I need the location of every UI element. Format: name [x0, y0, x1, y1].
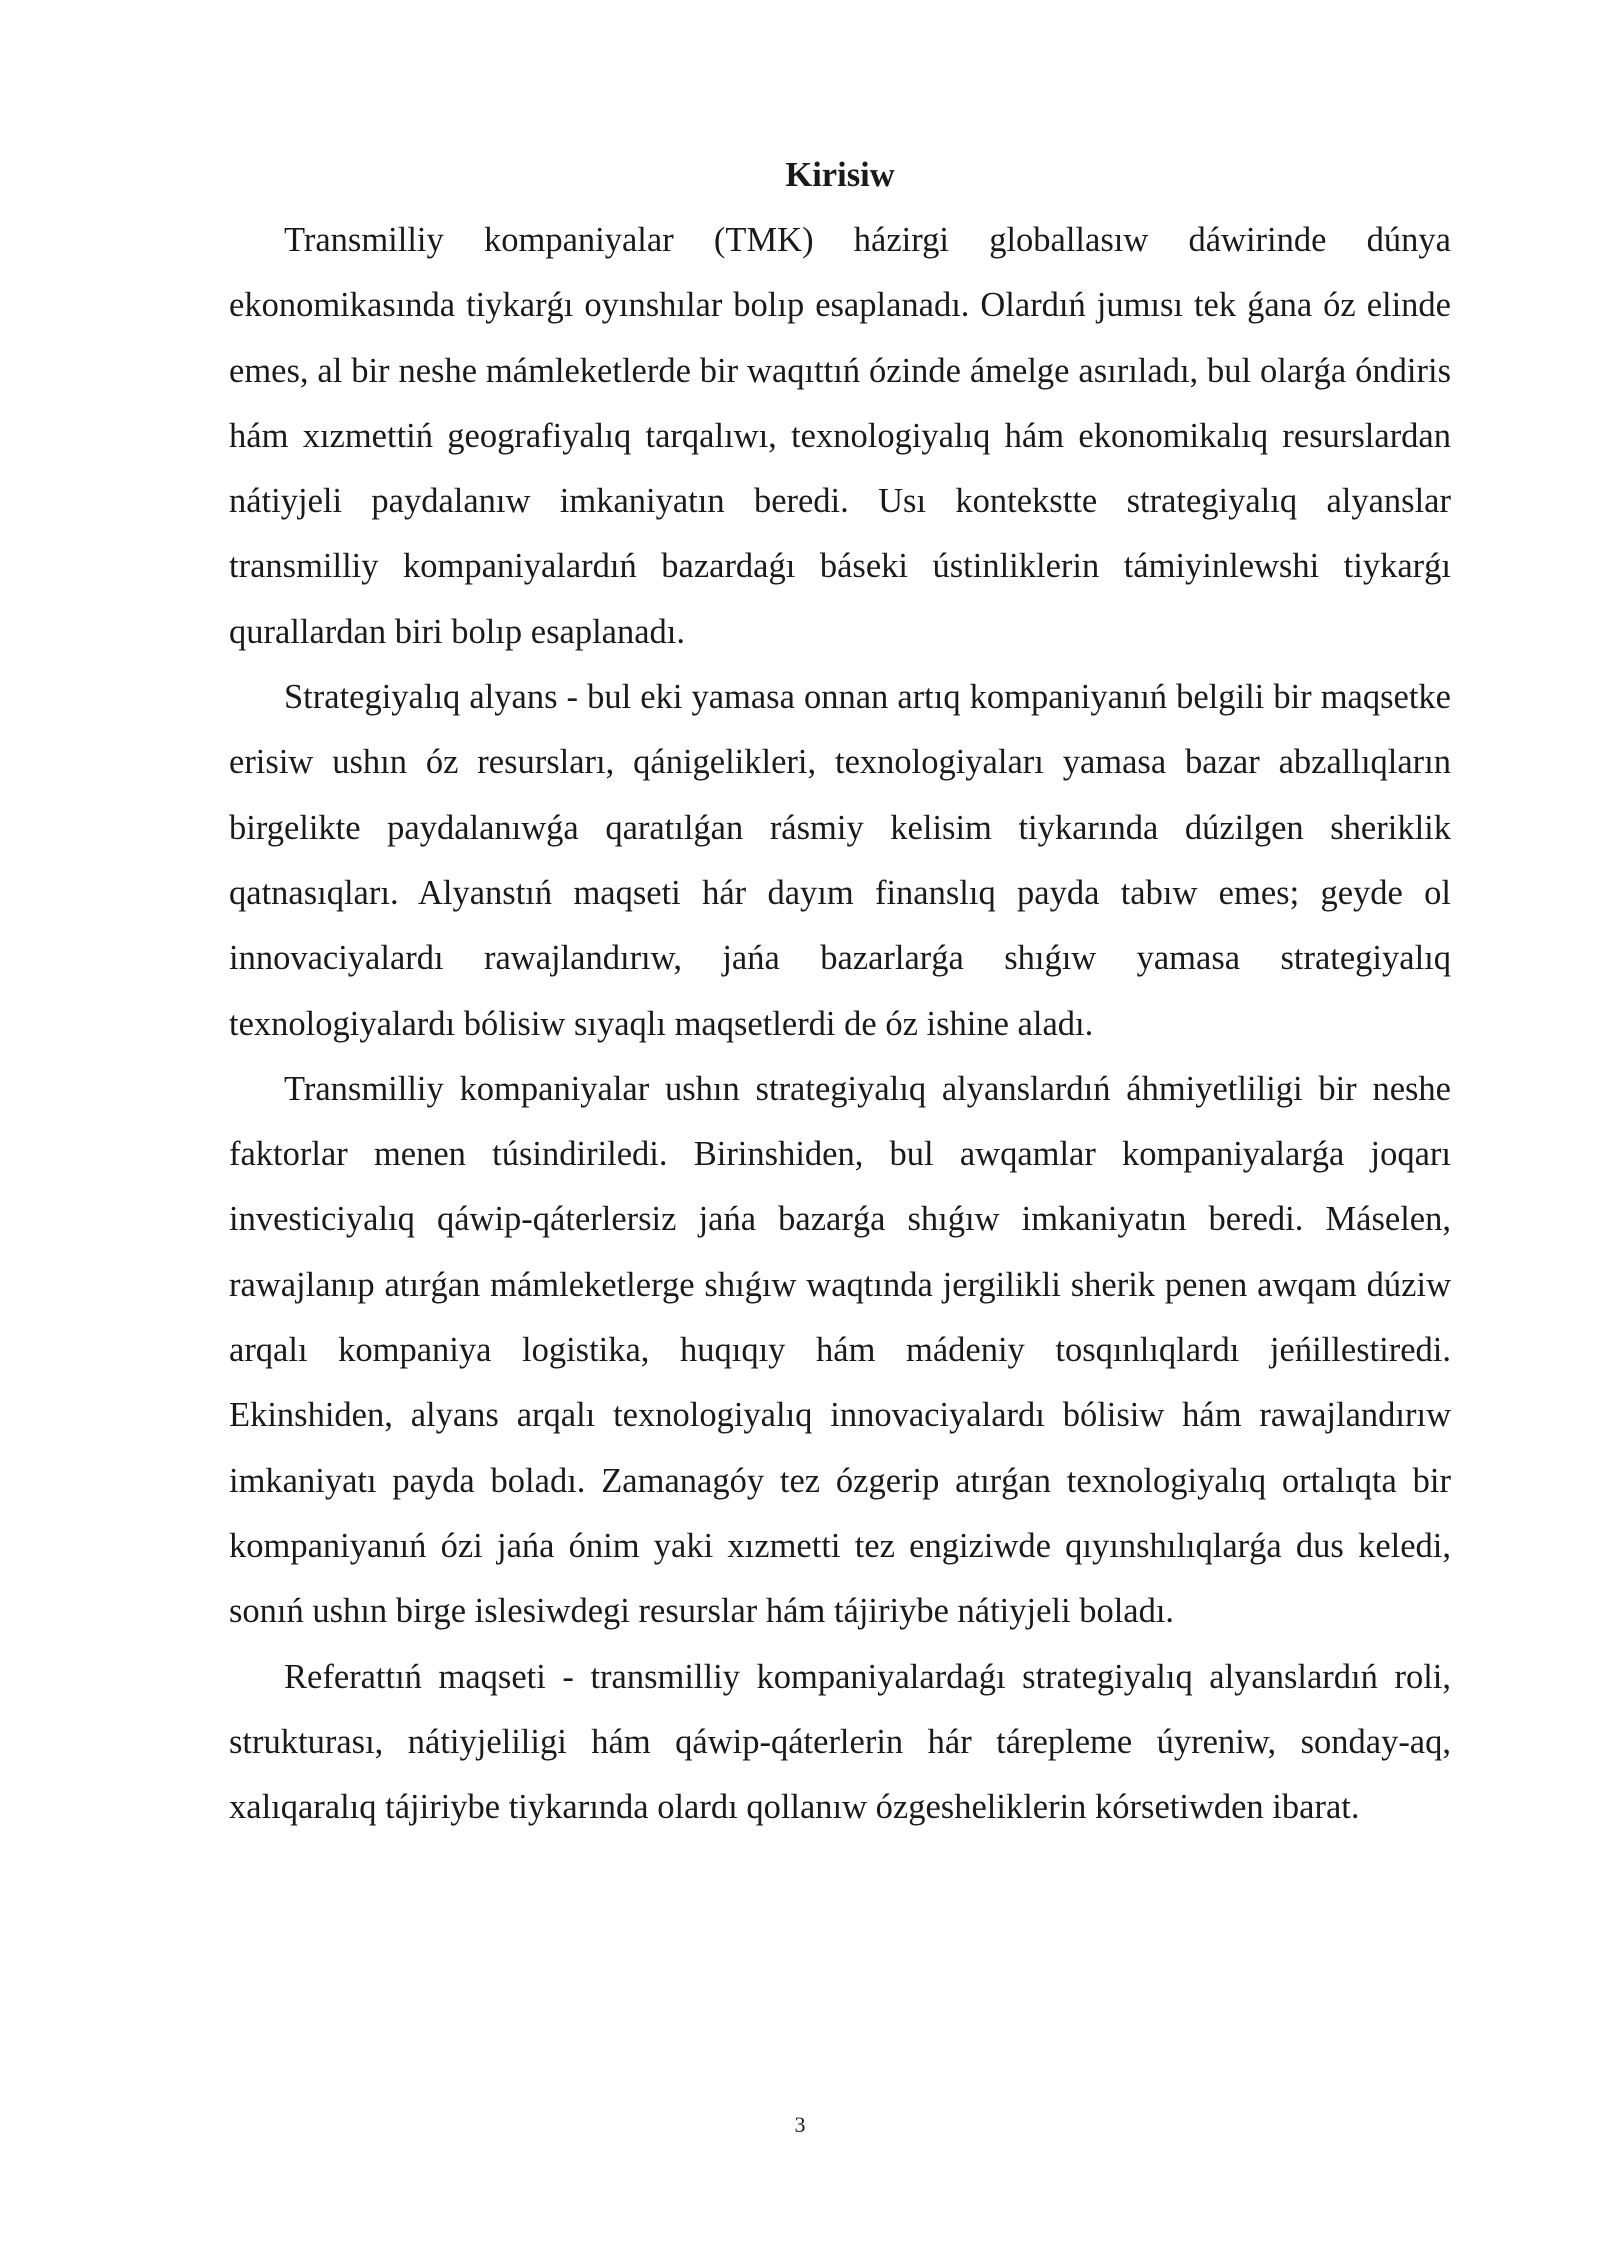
page-number: 3: [794, 2112, 806, 2137]
section-title: Kirisiw: [785, 156, 895, 194]
paragraph-1: Transmilliy kompaniyalar (TMK) házirgi globallasıw dáwirinde dúnya ekonomikasında tiykarǵı oyınshılar bolıp esaplanadı. Olardıń jumısı tek ǵana óz elinde emes, al bir neshe mámleketlerde bir waqıttıń ózinde ámelge asırıladı, bul olarǵa óndiris hám xızmettiń geografiyalıq tarqalıwı, texnologiyalıq hám ekonomikalıq resurslardan nátiyjeli paydalanıw imkaniyatın beredi. Usı kontekstte strategiyalıq alyanslar transmilliy kompaniyalardıń bazardaǵı báseki ústinliklerin támiyinlewshi tiykarǵı qurallardan biri bolıp esaplanadı.: [229, 221, 1451, 651]
paragraph-3: Transmilliy kompaniyalar ushın strategiyalıq alyanslardıń áhmiyetliligi bir neshe faktorlar menen túsindiriledi. Birinshiden, bul awqamlar kompaniyalarǵa joqarı investiciyalıq qáwip-qáterlersiz jańa bazarǵa shıǵıw imkaniyatın beredi. Máselen, rawajlanıp atırǵan mámleketlerge shıǵıw waqtında jergilikli sherik penen awqam dúziw arqalı kompaniya logistika, huqıqıy hám mádeniy tosqınlıqlardı jeńillestiredi. Ekinshiden, alyans arqalı texnologiyalıq innovaciyalardı bólisiw hám rawajlandırıw imkaniyatı payda boladı. Zamanagóy tez ózgerip atırǵan texnologiyalıq ortalıqta bir kompaniyanıń ózi jańa ónim yaki xızmetti tez engiziwde qıyınshılıqlarǵa dus keledi, sonıń ushın birge islesiwdegi resurslar hám tájiriybe nátiyjeli boladı.: [229, 1069, 1451, 1631]
paragraph-2: Strategiyalıq alyans - bul eki yamasa onnan artıq kompaniyanıń belgili bir maqsetke erisiw ushın óz resursları, qánigelikleri, texnologiyaları yamasa bazar abzallıqların birgelikte paydalanıwǵa qaratılǵan rásmiy kelisim tiykarında dúzilgen sheriklik qatnasıqları. Alyanstıń maqseti hár dayım finanslıq payda tabıw emes; geyde ol innovaciyalardı rawajlandırıw, jańa bazarlarǵa shıǵıw yamasa strategiyalıq texnologiyalardı bólisiw sıyaqlı maqsetlerdi de óz ishine aladı.: [229, 678, 1451, 1043]
paragraph-4: Referattıń maqseti - transmilliy kompaniyalardaǵı strategiyalıq alyanslardıń roli, strukturası, nátiyjeliligi hám qáwip-qáterlerin hár tárepleme úyreniw, sonday-aq, xalıqaralıq tájiriybe tiykarında olardı qollanıw ózgesheliklerin kórsetiwden ibarat.: [229, 1657, 1451, 1827]
document-body: [229, 150, 1451, 1840]
